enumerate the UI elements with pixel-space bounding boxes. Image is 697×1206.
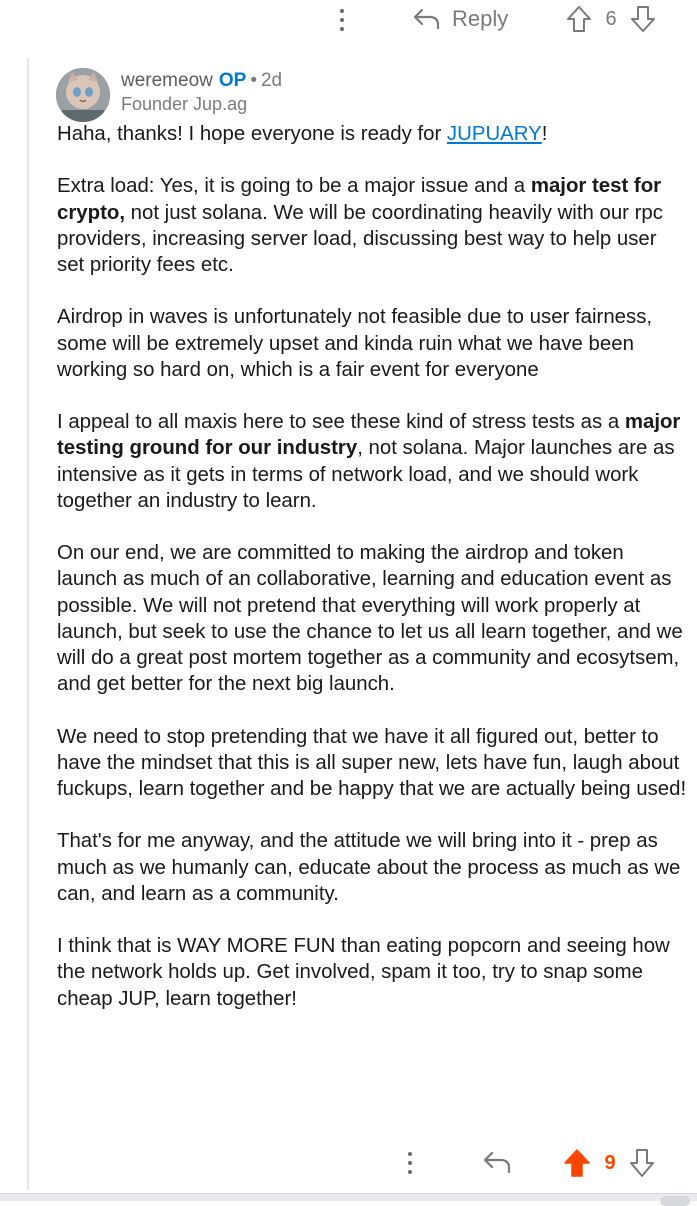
top-action-bar xyxy=(0,0,697,40)
comment-paragraph xyxy=(57,724,689,803)
downvote-icon[interactable] xyxy=(629,1148,655,1178)
comment-paragraph xyxy=(57,540,689,697)
op-badge: OP xyxy=(218,70,247,91)
vote-count: 9 xyxy=(604,1151,616,1174)
comment-body xyxy=(57,121,689,1012)
user-flair: Founder Jup.ag xyxy=(121,94,248,114)
vote-count: 6 xyxy=(605,7,617,30)
bold-text: major testing ground for our industry xyxy=(57,411,681,460)
comment-paragraph xyxy=(57,304,689,383)
input-handle xyxy=(660,1196,690,1206)
text-run: I appeal to all maxis here to see these kind of stress tests as a xyxy=(57,411,625,434)
comment-paragraph xyxy=(57,409,689,514)
upvote-icon[interactable] xyxy=(563,1148,591,1178)
upvote-icon[interactable] xyxy=(566,5,592,33)
more-options-icon[interactable] xyxy=(335,6,349,34)
reply-label: Reply xyxy=(452,6,509,31)
comment-meta xyxy=(121,70,282,92)
bold-text: major test for crypto, xyxy=(57,175,662,224)
text-run: Extra load: Yes, it is going to be a major issue and a xyxy=(57,175,531,198)
reply-arrow-icon[interactable] xyxy=(481,1148,513,1178)
comment-age: 2d xyxy=(260,70,283,91)
text-run: ! xyxy=(541,123,548,145)
text-run: That's for me anyway, and the attitude we will bring into it - prep as much as we humanly can, educate about the process as much as we can, and learn as a community. xyxy=(57,830,681,905)
jupuary-link[interactable]: JUPUARY xyxy=(446,123,542,145)
text-run: not just solana. We will be coordinating heavily with our rpc providers, increasing server load, discussing best way to help user set priority fees etc. xyxy=(57,201,663,276)
vote-controls-bottom xyxy=(563,1147,655,1179)
meta-separator: • xyxy=(250,70,257,91)
text-run: , not solana. Major launches are as intensive as it gets in terms of network load, and we should work together an industry to learn. xyxy=(57,437,675,512)
reply-button[interactable] xyxy=(412,4,508,34)
comment-paragraph xyxy=(57,828,689,907)
text-run: On our end, we are committed to making the airdrop and token launch as much of an collaborative, learning and education event as possible. We will not pretend that everything will work properly at launch, but seek to use the chance to let us all learn together, and we will do a great post mortem together as a community and ecosytsem, and get better for the next big launch. xyxy=(57,542,683,696)
comment-paragraph xyxy=(57,173,689,278)
downvote-icon[interactable] xyxy=(630,5,656,33)
reply-arrow-icon xyxy=(412,7,440,31)
text-run: We need to stop pretending that we have it all figured out, better to have the mindset that this is all super new, lets have fun, laugh about fuckups, learn together and be happy that we are actually being used! xyxy=(57,725,687,800)
avatar[interactable] xyxy=(56,68,110,122)
text-run: Airdrop in waves is unfortunately not feasible due to user fairness, some will be extremely upset and kinda ruin what we have been working so hard on, which is a fair event for everyone xyxy=(57,306,653,381)
comment-paragraph xyxy=(57,121,689,147)
thread-line xyxy=(27,58,29,1190)
author-name[interactable]: weremeow xyxy=(121,70,213,91)
comment-paragraph xyxy=(57,933,689,1012)
text-run: Haha, thanks! I hope everyone is ready for xyxy=(57,123,447,145)
vote-controls xyxy=(566,4,656,34)
text-run: I think that is WAY MORE FUN than eating popcorn and seeing how the network holds up. Get involved, spam it too, try to snap some cheap JUP, learn together! xyxy=(57,935,670,1010)
more-options-icon[interactable] xyxy=(403,1149,417,1177)
